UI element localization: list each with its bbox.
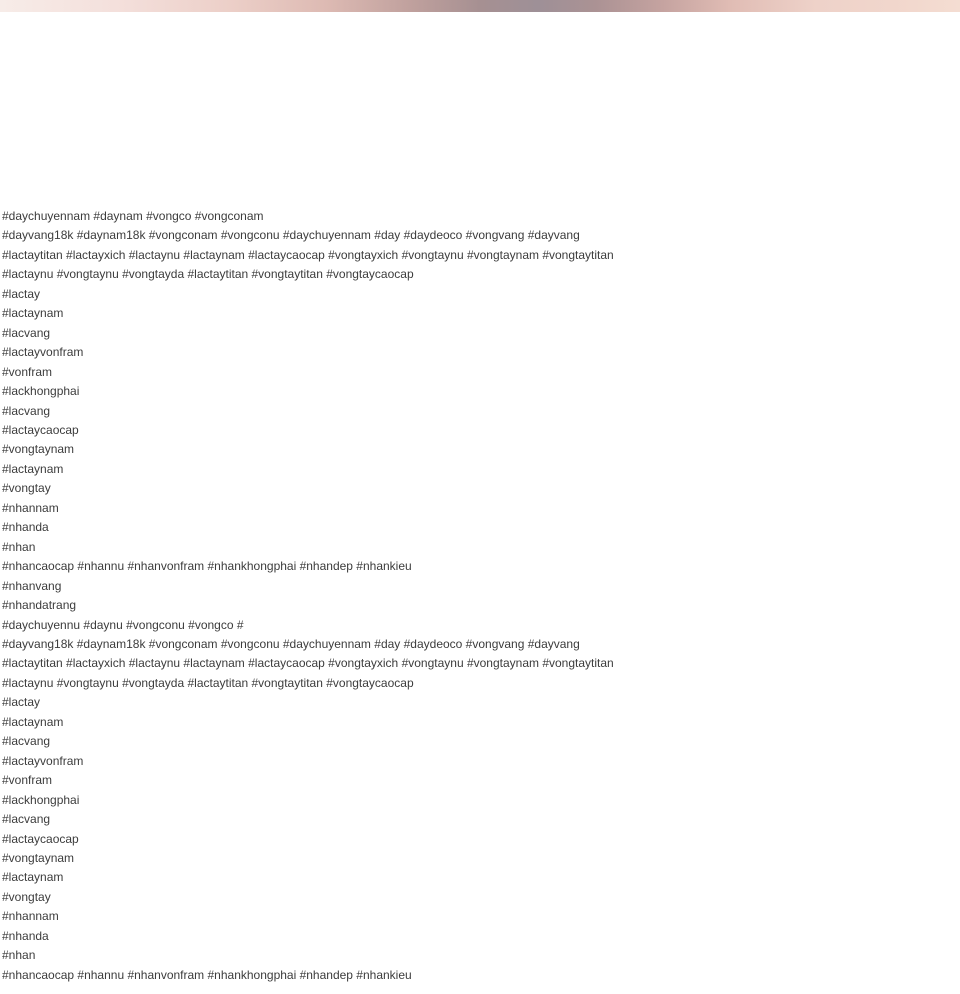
hashtag-line: #nhanda [2, 520, 49, 535]
hashtag-line: #vongtaynam [2, 850, 75, 865]
hashtag-line: #dayvang18k #daynam18k #vongconam #vongconu #daychuyennam #day #daydeoco #vongvang #dayvang [2, 228, 580, 243]
hashtag-caption [2, 207, 960, 985]
hashtag-line: #lactaynu #vongtaynu #vongtayda #lactaytitan #vongtaytitan #vongtaycaocap [2, 267, 414, 282]
hashtag-line: #daychuyennam #daynam #vongco #vongconam [2, 209, 264, 223]
hashtag-line: #lactay [2, 286, 41, 301]
hashtag-line: #dayvang18k #daynam18k #vongconam #vongconu #daychuyennam #day #daydeoco #vongvang #dayvang [2, 636, 580, 651]
hashtag-lines [2, 207, 960, 985]
hashtag-line: #nhan [2, 539, 36, 554]
hashtag-line: #nhancaocap #nhannu #nhanvonfram #nhankhongphai #nhandep #nhankieu [2, 559, 412, 574]
hashtag-line: #lactayvonfram [2, 345, 84, 360]
hashtag-line: #lacvang [2, 734, 51, 749]
hashtag-line: #lackhongphai [2, 384, 80, 399]
hashtag-line: #nhannam [2, 500, 59, 515]
hashtag-line: #vongtaynam [2, 442, 75, 457]
hashtag-line: #nhandatrang [2, 598, 77, 613]
hashtag-line: #lactaynam [2, 461, 64, 476]
hashtag-line: #lactaycaocap [2, 831, 79, 846]
header-photo-strip [0, 0, 960, 12]
hashtag-line: #nhanda [2, 928, 49, 943]
hashtag-line: #lactaynu #vongtaynu #vongtayda #lactaytitan #vongtaytitan #vongtaycaocap [2, 675, 414, 690]
hashtag-line: #lactayvonfram [2, 753, 84, 768]
hashtag-line: #lactaynam [2, 306, 64, 321]
hashtag-line: #vongtay [2, 481, 51, 496]
hashtag-line: #lactay [2, 695, 41, 710]
hashtag-line: #vonfram [2, 773, 53, 788]
hashtag-line: #lackhongphai [2, 792, 80, 807]
hashtag-line: #lactaycaocap [2, 422, 79, 437]
hashtag-line: #lactaytitan #lactayxich #lactaynu #lactaynam #lactaycaocap #vongtayxich #vongtaynu #vongtaynam #vongtaytitan [2, 656, 614, 671]
hashtag-line: #lactaynam [2, 870, 64, 885]
hashtag-line: #lacvang [2, 325, 51, 340]
hashtag-line: #nhanvang [2, 578, 62, 593]
hashtag-line: #lacvang [2, 403, 51, 418]
hashtag-line: #lactaynam [2, 714, 64, 729]
hashtag-line: #vonfram [2, 364, 53, 379]
hashtag-line: #nhannam [2, 909, 59, 924]
hashtag-line: #nhan [2, 948, 36, 963]
hashtag-line: #vongtay [2, 889, 51, 904]
hashtag-line: #nhancaocap #nhannu #nhanvonfram #nhankhongphai #nhandep #nhankieu [2, 967, 412, 982]
hashtag-line: #lacvang [2, 812, 51, 827]
hashtag-line: #daychuyennu #daynu #vongconu #vongco # [2, 617, 244, 632]
hashtag-line: #lactaytitan #lactayxich #lactaynu #lactaynam #lactaycaocap #vongtayxich #vongtaynu #vongtaynam #vongtaytitan [2, 247, 614, 262]
